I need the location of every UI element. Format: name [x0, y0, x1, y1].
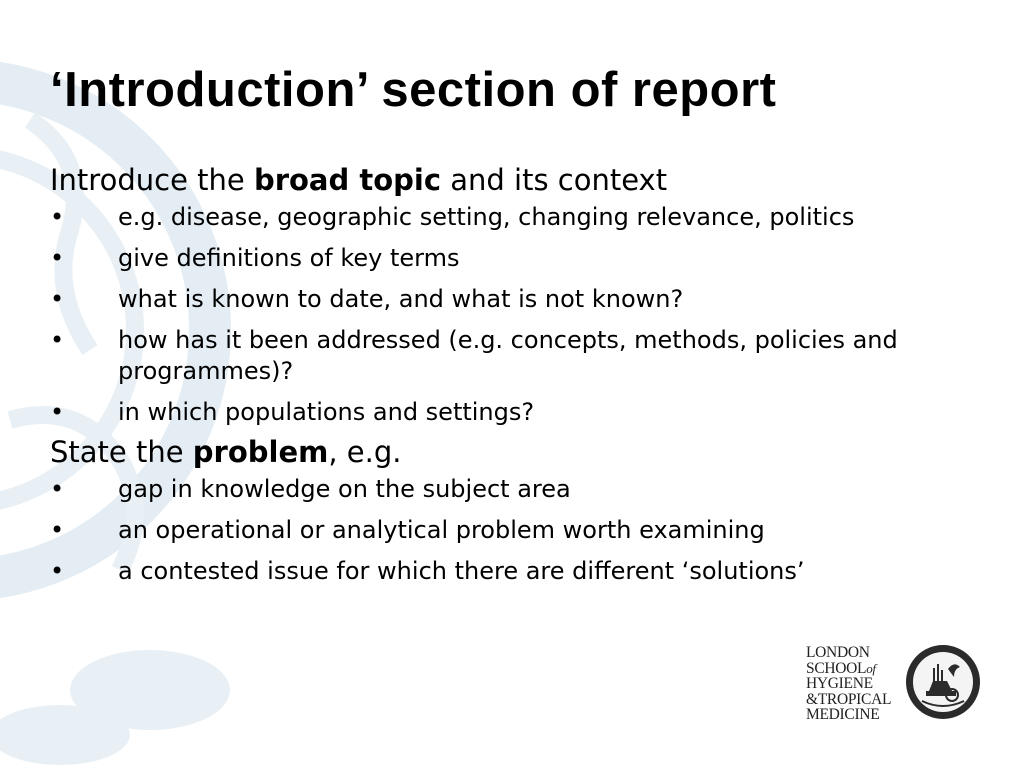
list-item-text: gap in knowledge on the subject area	[118, 475, 571, 503]
logo-line: HYGIENE	[806, 675, 873, 692]
topic-bullet-list	[50, 202, 970, 428]
list-item	[50, 202, 970, 233]
bullet-icon: •	[50, 557, 65, 585]
problem-lead-text-end: , e.g.	[328, 435, 402, 469]
logo-wordmark	[806, 645, 901, 723]
lshtm-crest-icon	[904, 641, 982, 723]
logo-line-text: SCHOOL	[806, 659, 867, 677]
bullet-icon: •	[50, 516, 65, 544]
logo-line: &TROPICAL	[806, 690, 892, 708]
bullet-icon: •	[50, 475, 65, 503]
list-item	[50, 243, 970, 274]
logo-line-of: of	[866, 660, 876, 676]
list-item	[50, 515, 970, 546]
bullet-icon: •	[50, 244, 65, 272]
list-item	[50, 474, 970, 505]
list-item-text: what is known to date, and what is not known?	[118, 285, 684, 313]
slide-title: ‘Introduction’ section of report	[50, 63, 777, 117]
topic-lead	[50, 160, 970, 200]
bullet-icon: •	[50, 326, 65, 354]
list-item-text: how has it been addressed (e.g. concepts, methods, policies and programmes)?	[118, 326, 898, 385]
logo-line	[806, 661, 901, 677]
slide-body	[50, 160, 970, 587]
topic-lead-bold: broad topic	[253, 163, 442, 197]
list-item-text: e.g. disease, geographic setting, changing relevance, politics	[118, 203, 855, 231]
list-item-text: give definitions of key terms	[118, 244, 460, 272]
list-item	[50, 325, 970, 387]
list-item	[50, 556, 970, 587]
list-item	[50, 397, 970, 428]
lshtm-logo	[806, 641, 986, 731]
topic-lead-text-end: and its context	[441, 163, 668, 197]
problem-bullet-list	[50, 474, 970, 587]
list-item-text: a contested issue for which there are different ‘solutions’	[118, 557, 805, 585]
list-item	[50, 284, 970, 315]
bullet-icon: •	[50, 285, 65, 313]
problem-lead-text: State the	[50, 435, 193, 469]
logo-line: LONDON	[806, 644, 870, 661]
bullet-icon: •	[50, 203, 65, 231]
topic-lead-text: Introduce the	[50, 163, 254, 197]
list-item-text: an operational or analytical problem worth examining	[118, 516, 765, 544]
problem-lead-bold: problem	[192, 435, 329, 469]
list-item-text: in which populations and settings?	[118, 398, 535, 426]
problem-lead	[50, 432, 970, 472]
logo-line: MEDICINE	[806, 706, 880, 723]
bullet-icon: •	[50, 398, 65, 426]
